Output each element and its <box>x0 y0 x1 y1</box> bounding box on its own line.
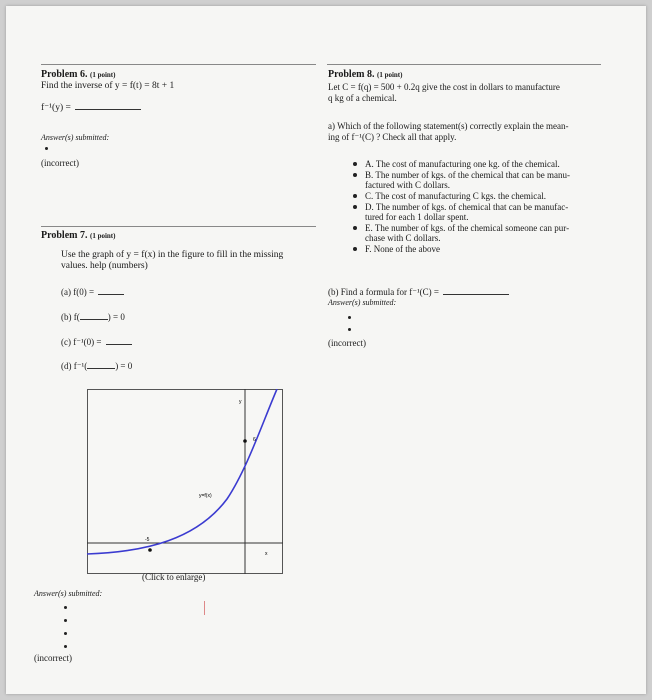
problem8-divider <box>327 64 601 65</box>
problem7-points: (1 point) <box>89 232 116 240</box>
option-b[interactable] <box>351 170 621 190</box>
problem8-title-text: Problem 8. <box>328 69 375 80</box>
option-d-label-cont: tured for each 1 dollar spent. <box>365 212 469 222</box>
problem7-part-b-blank[interactable] <box>80 318 108 320</box>
problem8-part-b-blank[interactable] <box>443 293 509 295</box>
option-c[interactable] <box>351 191 621 201</box>
graph-enlarge-link[interactable]: (Click to enlarge) <box>142 572 206 582</box>
problem7-part-b <box>61 312 125 322</box>
problem7-part-a <box>61 287 124 297</box>
problem7-title-text: Problem 7. <box>41 230 88 241</box>
option-f[interactable] <box>351 244 621 254</box>
problem7-answers-label: Answer(s) submitted: <box>34 589 103 598</box>
graph-label-6: 6 <box>253 437 256 443</box>
problem7-part-a-label: (a) f(0) = <box>61 287 95 297</box>
problem7-prompt-line1: Use the graph of y = f(x) in the figure to fill in the missing <box>61 250 284 260</box>
text-cursor <box>204 601 205 615</box>
problem6-points: (1 point) <box>89 71 116 79</box>
option-bullet <box>353 173 357 177</box>
graph-point <box>243 439 247 443</box>
option-a[interactable] <box>351 159 621 169</box>
problem8-options <box>351 159 621 255</box>
problem7-part-c-blank[interactable] <box>106 343 132 345</box>
problem7-graph[interactable] <box>87 389 283 574</box>
problem6-answer-bullet <box>45 147 48 150</box>
option-bullet <box>353 226 357 230</box>
problem6-status: (incorrect) <box>41 158 79 168</box>
problem7-title <box>41 230 115 241</box>
problem6-title-text: Problem 6. <box>41 69 88 80</box>
problem7-divider <box>41 226 316 227</box>
graph-label-x: x <box>265 551 268 557</box>
graph-point <box>148 548 152 552</box>
option-e-label: E. The number of kgs. of the chemical someone can pur- <box>365 223 570 233</box>
problem8-points: (1 point) <box>376 71 403 79</box>
problem6-answer-blank[interactable] <box>75 108 141 110</box>
graph-frame <box>88 390 283 574</box>
option-bullet <box>353 194 357 198</box>
problem8-answers-label: Answer(s) submitted: <box>328 298 397 307</box>
problem7-answer-bullet-1 <box>64 606 67 609</box>
problem7-answer-bullet-2 <box>64 619 67 622</box>
option-c-label: C. The cost of manufacturing C kgs. the chemical. <box>365 191 547 201</box>
option-e-label-cont: chase with C dollars. <box>365 233 441 243</box>
problem7-part-d-label: (d) f⁻¹( <box>61 361 88 371</box>
problem7-part-d <box>61 361 132 372</box>
option-b-label-cont: factured with C dollars. <box>365 180 450 190</box>
option-d-label: D. The number of kgs. of chemical that can be manufac- <box>365 202 569 212</box>
problem8-prompt-line2: q kg of a chemical. <box>328 93 397 103</box>
problem8-part-a-line2: ing of f⁻¹(C) ? Check all that apply. <box>328 132 457 142</box>
problem6-prompt: Find the inverse of y = f(t) = 8t + 1 <box>41 81 175 91</box>
problem8-answer-bullet-2 <box>348 328 351 331</box>
problem8-part-a-line1: a) Which of the following statement(s) correctly explain the mean- <box>328 121 569 131</box>
option-e[interactable] <box>351 223 621 243</box>
option-bullet <box>353 247 357 251</box>
option-f-label: F. None of the above <box>365 244 441 254</box>
problem6-inverse-row <box>41 103 141 114</box>
option-d[interactable] <box>351 202 621 222</box>
problem6-divider <box>41 64 316 65</box>
problem8-part-b <box>328 287 509 298</box>
problem8-part-b-label: (b) Find a formula for f⁻¹(C) = <box>328 287 439 297</box>
problem6-answers-label: Answer(s) submitted: <box>41 133 110 142</box>
worksheet-page <box>6 6 646 694</box>
option-a-label: A. The cost of manufacturing one kg. of the chemical. <box>365 159 560 169</box>
graph-label-y: y <box>239 399 242 405</box>
problem8-status: (incorrect) <box>328 338 366 348</box>
problem7-answer-bullet-4 <box>64 645 67 648</box>
option-bullet <box>353 205 357 209</box>
problem7-part-d-blank[interactable] <box>87 367 115 369</box>
problem7-part-b-label: (b) f( <box>61 312 80 322</box>
problem7-part-c-label: (c) f⁻¹(0) = <box>61 337 102 347</box>
problem7-part-d-suffix: ) = 0 <box>115 361 133 371</box>
graph-label-curve: y=f(x) <box>199 493 212 499</box>
problem8-title <box>328 69 402 80</box>
problem8-prompt-line1: Let C = f(q) = 500 + 0.2q give the cost in dollars to manufacture <box>328 82 560 92</box>
problem7-prompt-line2: values. help (numbers) <box>61 261 148 271</box>
problem7-answer-bullet-3 <box>64 632 67 635</box>
problem7-status: (incorrect) <box>34 653 72 663</box>
option-b-label: B. The number of kgs. of the chemical that can be manu- <box>365 170 571 180</box>
graph-label-neg5: -5 <box>145 537 150 543</box>
problem7-part-c <box>61 337 132 348</box>
problem7-part-b-suffix: ) = 0 <box>107 312 125 322</box>
problem7-part-a-blank[interactable] <box>98 293 124 295</box>
problem6-inverse-label: f⁻¹(y) = <box>41 103 71 113</box>
problem6-title <box>41 69 115 80</box>
problem8-answer-bullet-1 <box>348 316 351 319</box>
option-bullet <box>353 162 357 166</box>
